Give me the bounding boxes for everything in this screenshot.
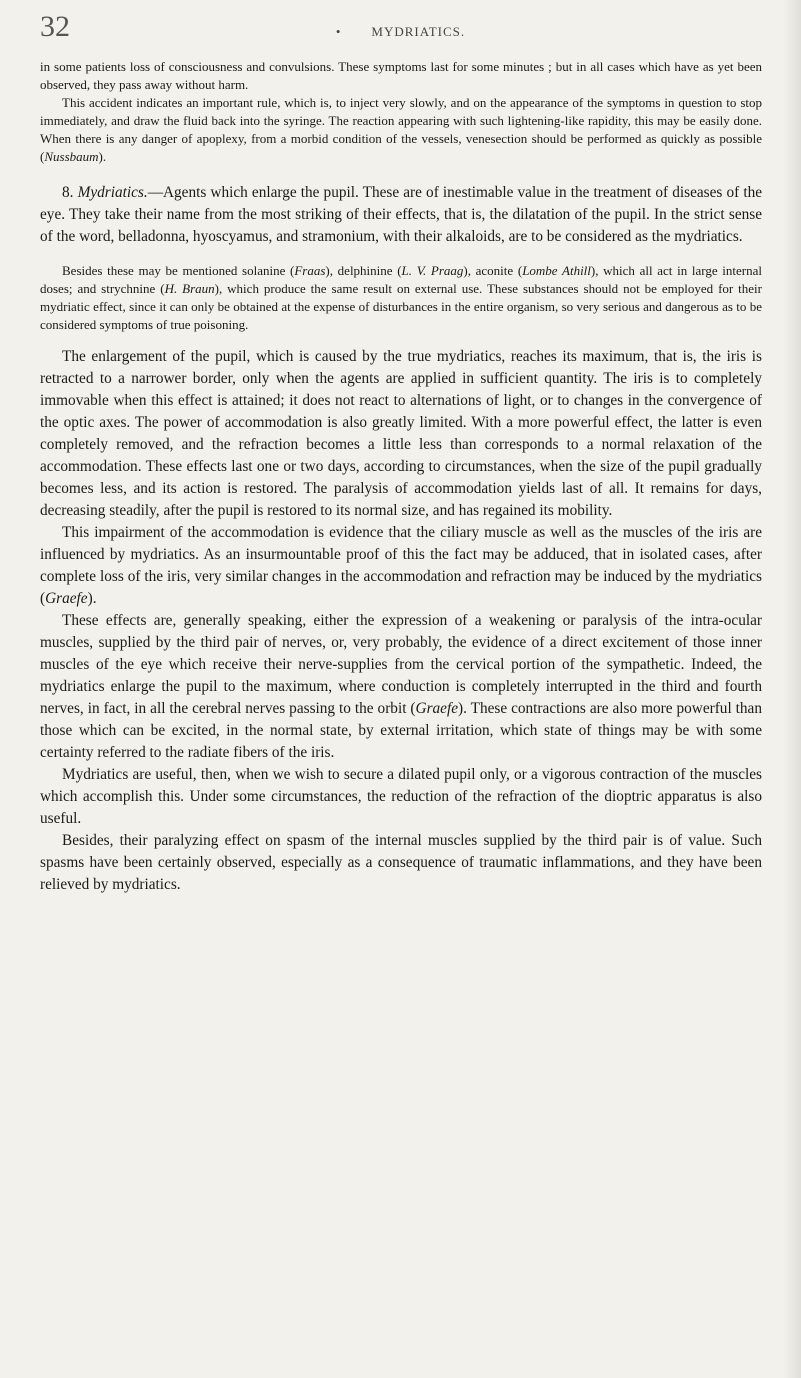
running-title: MYDRIATICS. (371, 24, 466, 39)
besides-text-2: ), delphinine ( (325, 263, 402, 278)
accident-paragraph-end: ). (98, 149, 107, 164)
citation-athill: Lombe Athill (522, 263, 591, 278)
small-print-block-2 (40, 262, 762, 334)
section-heading: Mydriatics. (77, 184, 148, 201)
besides-text-5: ), which produce the same result on external use. These substances should not be employed for their mydriatic effect, since it can only be obtained at the expense of disturbances in the entire organism, so very serious and dangerous as to be considered symptoms of true poisoning. (40, 281, 762, 332)
running-head (40, 24, 761, 40)
page-header (40, 10, 761, 50)
section-8-block (40, 182, 762, 248)
section-8-text: —Agents which enlarge the pupil. These are of inestimable value in the treatment of diseases of the eye. They take their name from the most striking of their effects, that is, the dilatation of the pupil. In the strict sense of the word, belladonna, hyoscyamus, and stramonium, with their alkaloids, are to be considered as the mydriatics. (40, 184, 763, 245)
top-paragraph (40, 58, 762, 94)
impairment-paragraph (40, 522, 762, 610)
besides-paragraph (40, 262, 762, 334)
header-bullet: • (335, 24, 342, 39)
page-body (40, 58, 762, 896)
citation-nussbaum: Nussbaum (44, 149, 99, 164)
page-edge-shadow (783, 0, 801, 1378)
citation-graefe-1: Graefe (45, 590, 88, 607)
section-number: 8. (62, 184, 78, 201)
section-8-paragraph (40, 182, 762, 248)
besides-paralyzing-paragraph: Besides, their paralyzing effect on spasm of the internal muscles supplied by the third pair is of value. Such spasms have been certainly observed, especially as a consequence of traumatic inflammations, and they have been relieved by mydriatics. (40, 832, 762, 893)
enlargement-paragraph: The enlargement of the pupil, which is caused by the true mydriatics, reaches its maximum, that is, the iris is retracted to a narrower border, only when the agents are applied in sufficient quantity. The iris is to completely immovable when this effect is attained; it does not react to alternations of light, or to changes in the convergence of the optic axes. The power of accommodation is also greatly limited. With a more powerful effect, the latter is even completely removed, and the refraction becomes a little less than corresponds to a normal relaxation of the accommodation. These effects last one or two days, according to circumstances, when the size of the pupil gradually becomes less, and its action is restored. The paralysis of accommodation yields last of all. It remains for days, decreasing steadily, after the pupil is restored to its normal size, and has regained its mobility. (40, 348, 762, 519)
effects-text-end: ). These contractions are also more powerful than those which can be excited, in the normal state, by external irritation, which state of things may be with some certainty referred to the radiate fibers of the iris. (40, 700, 762, 761)
besides-text-4: ), which all act in large internal doses; and strychnine ( (40, 263, 762, 296)
besides-text-3: ), aconite ( (463, 263, 523, 278)
citation-braun: H. Braun (164, 281, 215, 296)
main-text-block (40, 346, 762, 896)
besides-text-1: Besides these may be mentioned solanine ( (62, 263, 295, 278)
citation-praag: L. V. Praag (401, 263, 464, 278)
accident-paragraph (40, 94, 762, 166)
small-print-block (40, 58, 762, 166)
citation-fraas: Fraas (294, 263, 326, 278)
top-paragraph-text: in some patients loss of consciousness and convulsions. These symptoms last for some minutes ; but in all cases which have as yet been observed, they pass away without harm. (40, 59, 762, 92)
accident-paragraph-text: This accident indicates an important rule, which is, to inject very slowly, and on the appearance of the symptoms in question to stop immediately, and draw the fluid back into the syringe. The reaction appearing with such lightening-like rapidity, this may be easily done. When there is any danger of apoplexy, from a morbid condition of the vessels, venesection should be performed as quickly as possible ( (40, 95, 762, 164)
impairment-text-end: ). (87, 590, 97, 607)
effects-text: These effects are, generally speaking, either the expression of a weakening or paralysis of the intra-ocular muscles, supplied by the third pair of nerves, or, very probably, the evidence of a direct excitement of those inner muscles of the eye which receive their nerve-supplies from the cervical portion of the sympathetic. Indeed, the mydriatics enlarge the pupil to the maximum, where conduction is completely interrupted in the third and fourth nerves, in fact, in all the cerebral nerves passing to the orbit ( (40, 612, 762, 717)
page-number: 32 (40, 10, 70, 43)
impairment-text: This impairment of the accommodation is evidence that the ciliary muscle as well as the muscles of the iris are influenced by mydriatics. As an insurmountable proof of this the fact may be adduced, that in isolated cases, after complete loss of the iris, very similar changes in the accommodation and refraction may be induced by the mydriatics ( (40, 524, 762, 607)
effects-paragraph (40, 610, 762, 764)
useful-paragraph: Mydriatics are useful, then, when we wish to secure a dilated pupil only, or a vigorous contraction of the muscles which accomplish this. Under some circumstances, the reduction of the refraction of the dioptric apparatus is also useful. (40, 766, 762, 827)
citation-graefe-2: Graefe (415, 700, 458, 717)
